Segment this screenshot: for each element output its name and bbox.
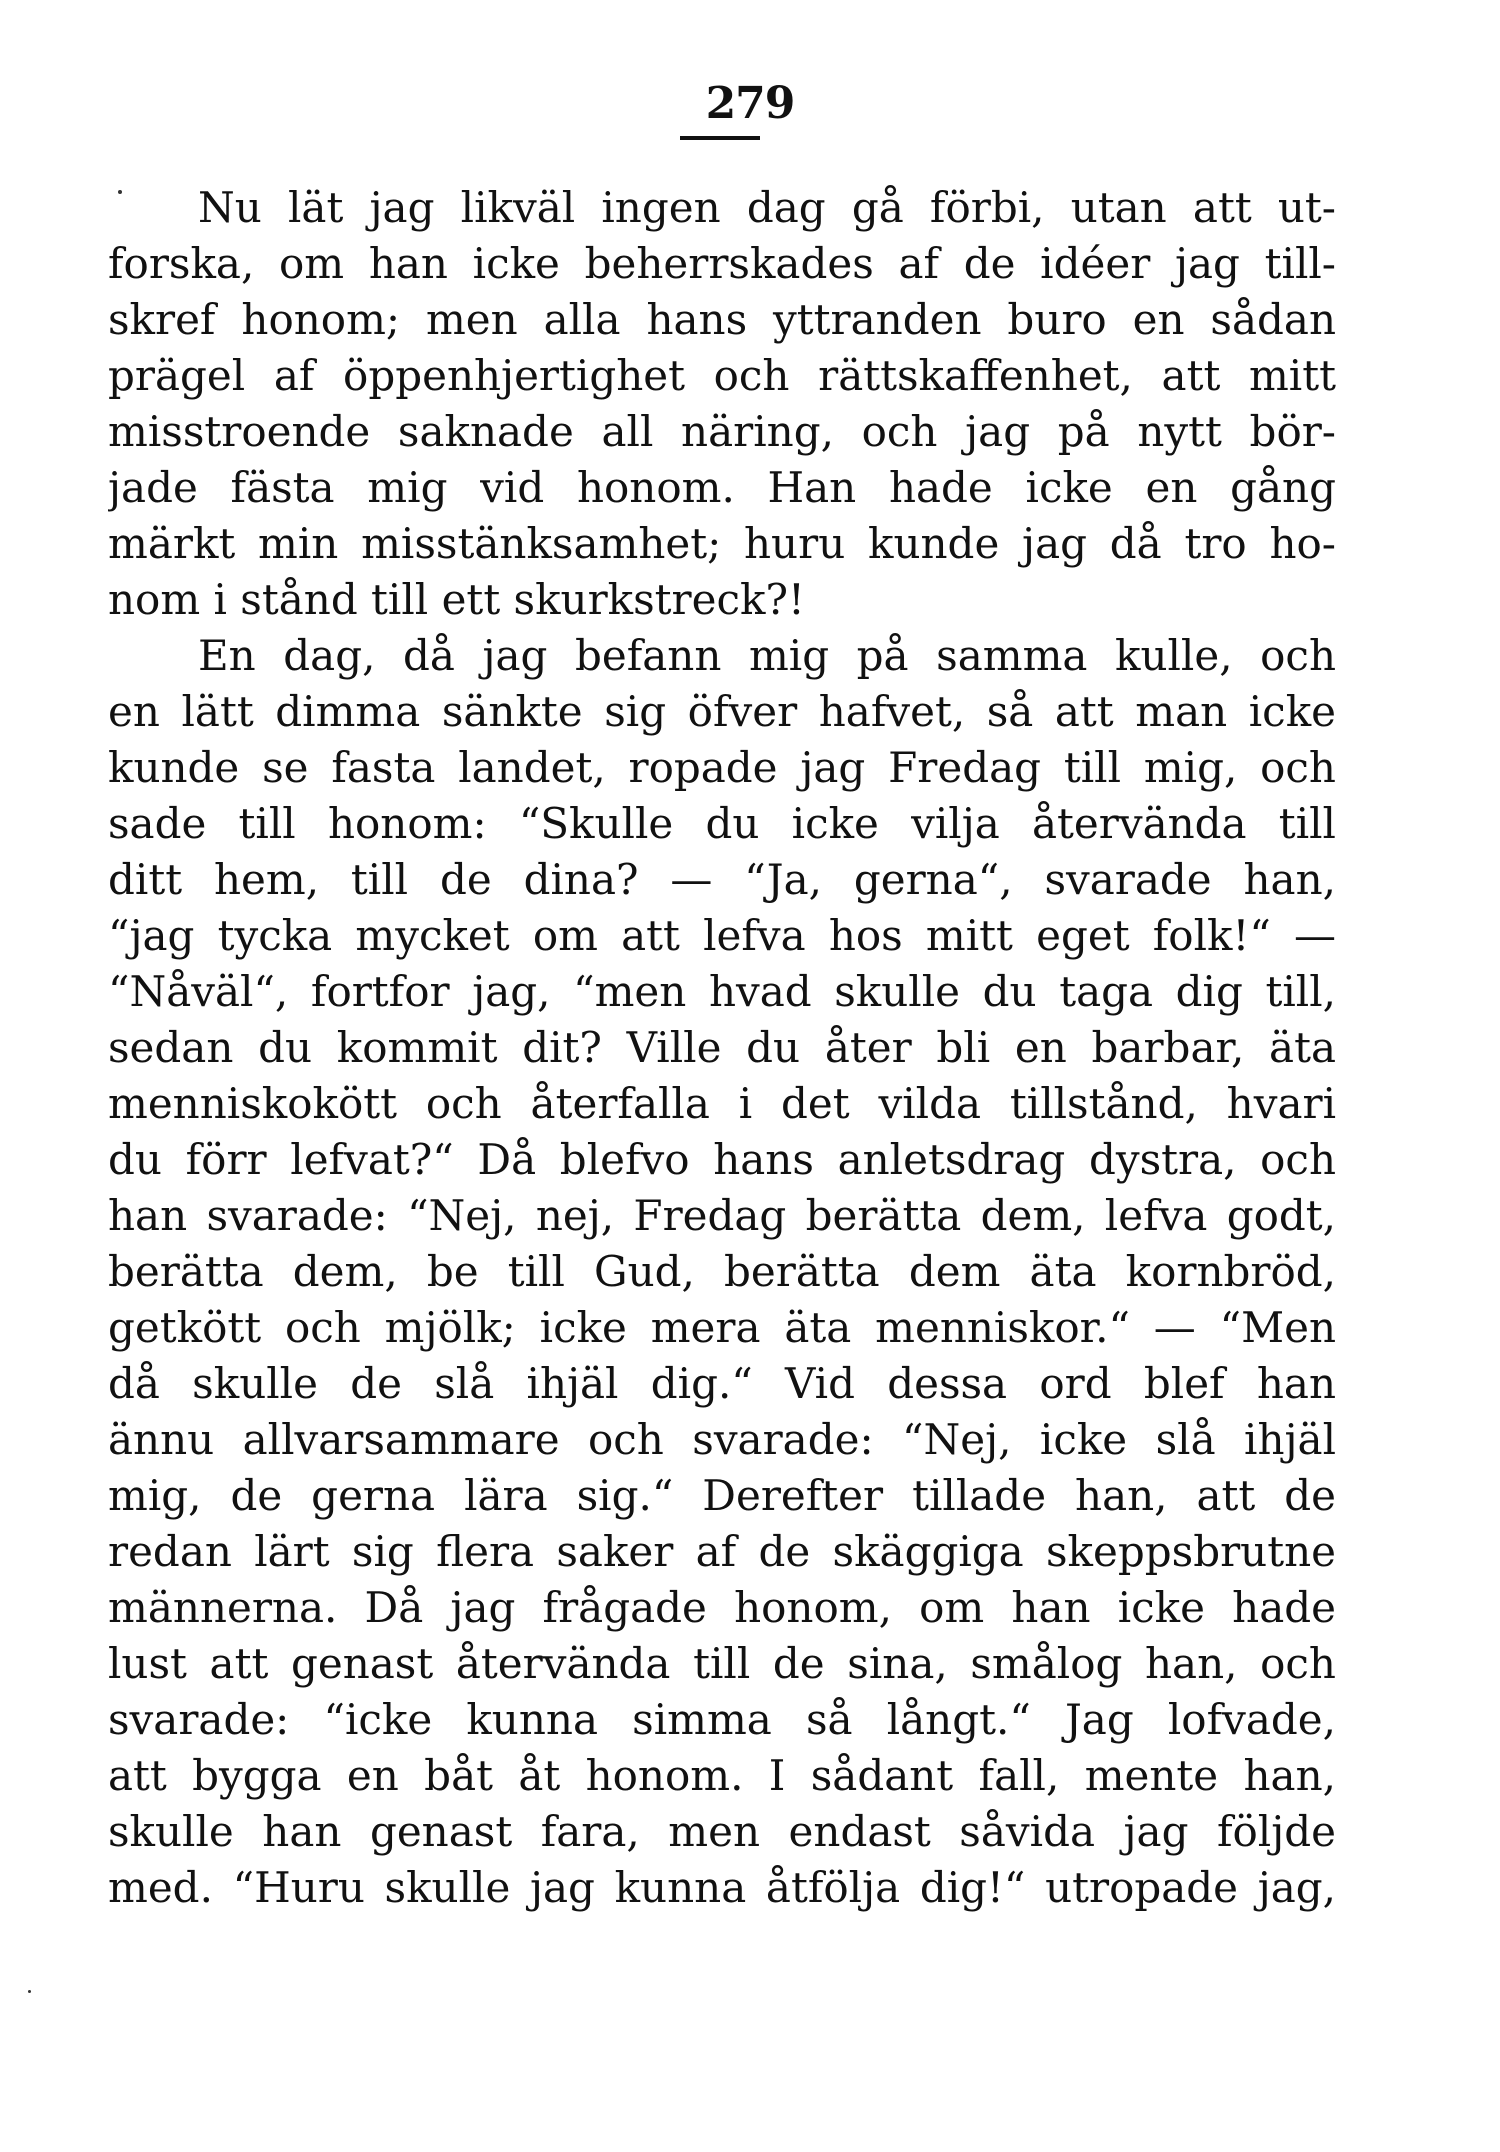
text-line: svarade: “icke kunna simma så långt.“ Jag lofvade, <box>108 1695 1336 1744</box>
text-line: ditt hem, till de dina? — “Ja, gerna“, svarade han, <box>108 855 1336 904</box>
text-line: menniskokött och återfalla i det vilda tillstånd, hvari <box>108 1079 1336 1128</box>
text-line: jade fästa mig vid honom. Han hade icke en gång <box>108 463 1336 512</box>
text-line: sedan du kommit dit? Ville du åter bli en barbar, äta <box>108 1023 1336 1072</box>
text-line: männerna. Då jag frågade honom, om han icke hade <box>108 1583 1336 1632</box>
text-line: Nu lät jag likväl ingen dag gå förbi, utan att ut- <box>198 183 1336 232</box>
text-line: sade till honom: “Skulle du icke vilja återvända till <box>108 799 1336 848</box>
text-line: en lätt dimma sänkte sig öfver hafvet, så att man icke <box>108 687 1336 736</box>
text-line: forska, om han icke beherrskades af de idéer jag till- <box>108 239 1336 288</box>
page-number-rule <box>680 136 760 140</box>
text-line: då skulle de slå ihjäl dig.“ Vid dessa ord blef han <box>108 1359 1336 1408</box>
text-line: han svarade: “Nej, nej, Fredag berätta dem, lefva godt, <box>108 1191 1336 1240</box>
text-line: med. “Huru skulle jag kunna åtfölja dig!“ utropade jag, <box>108 1863 1336 1912</box>
page-number: 279 <box>705 78 795 129</box>
text-line: “jag tycka mycket om att lefva hos mitt eget folk!“ — <box>108 911 1336 960</box>
text-line: nom i stånd till ett skurkstreck?! <box>108 575 805 624</box>
text-line: lust att genast återvända till de sina, smålog han, och <box>108 1639 1336 1688</box>
scan-speck <box>28 1990 31 1993</box>
scan-speck <box>118 190 122 194</box>
text-line: En dag, då jag befann mig på samma kulle, och <box>198 631 1336 680</box>
text-line: du förr lefvat?“ Då blefvo hans anletsdrag dystra, och <box>108 1135 1336 1184</box>
text-line: att bygga en båt åt honom. I sådant fall, mente han, <box>108 1751 1336 1800</box>
text-line: mig, de gerna lära sig.“ Derefter tillade han, att de <box>108 1471 1336 1520</box>
text-line: kunde se fasta landet, ropade jag Fredag till mig, och <box>108 743 1336 792</box>
text-line: skref honom; men alla hans yttranden buro en sådan <box>108 295 1336 344</box>
text-line: ännu allvarsammare och svarade: “Nej, icke slå ihjäl <box>108 1415 1336 1464</box>
text-line: getkött och mjölk; icke mera äta menniskor.“ — “Men <box>108 1303 1336 1352</box>
text-line: misstroende saknade all näring, och jag på nytt bör- <box>108 407 1336 456</box>
text-line: redan lärt sig flera saker af de skäggiga skeppsbrutne <box>108 1527 1336 1576</box>
text-line: berätta dem, be till Gud, berätta dem äta kornbröd, <box>108 1247 1336 1296</box>
text-line: skulle han genast fara, men endast såvida jag följde <box>108 1807 1336 1856</box>
text-line: “Nåväl“, fortfor jag, “men hvad skulle du taga dig till, <box>108 967 1336 1016</box>
text-line: prägel af öppenhjertighet och rättskaffenhet, att mitt <box>108 351 1336 400</box>
text-line: märkt min misstänksamhet; huru kunde jag då tro ho- <box>108 519 1336 568</box>
